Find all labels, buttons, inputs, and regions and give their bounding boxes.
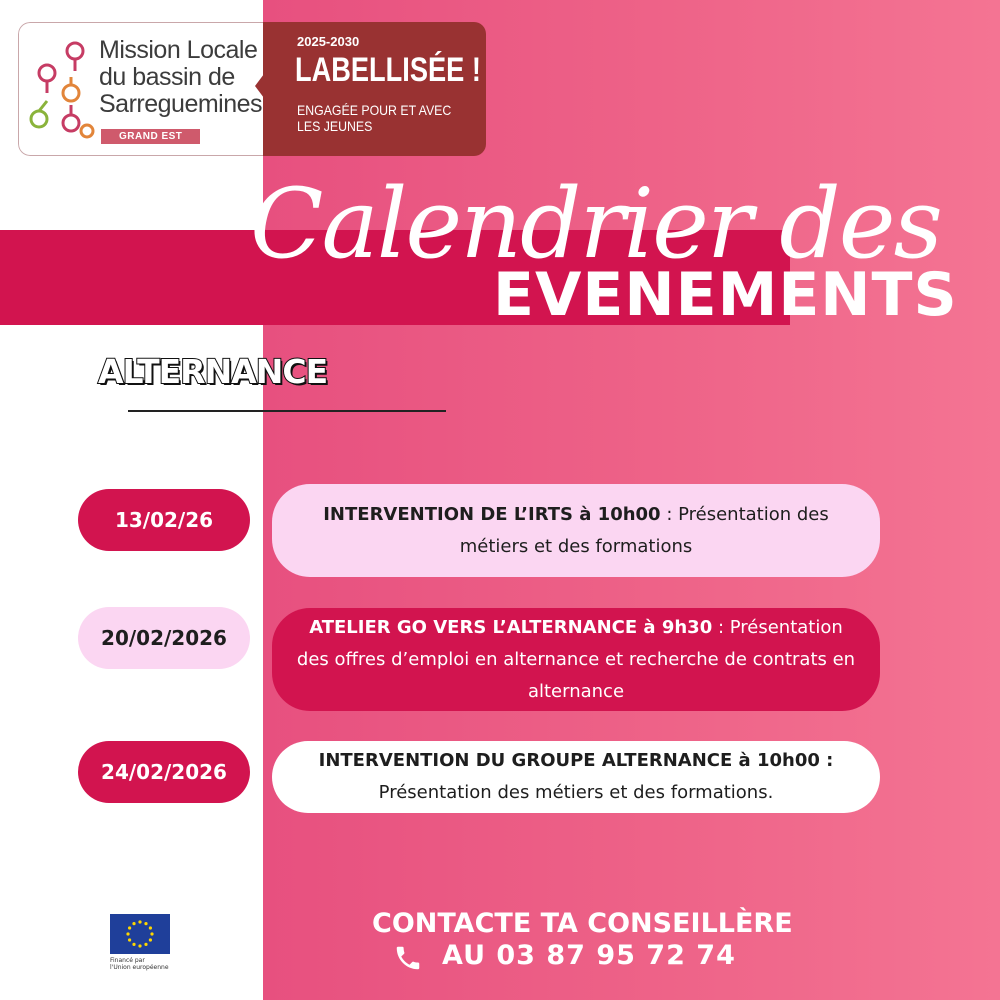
heading-script: Calendrier des [250,168,941,280]
org-line-1: Mission Locale [99,36,258,64]
label-years: 2025-2030 [297,34,360,49]
event-title-2: ATELIER GO VERS L’ALTERNANCE à 9h30 [309,616,713,638]
label-subtitle [297,102,451,134]
event-description-2 [272,608,880,711]
eu-caption-line-1: Financé par [110,957,145,964]
mission-locale-name [99,37,262,118]
label-title: LABELLISÉE ! [295,51,481,89]
event-description-1 [272,484,880,577]
event-text-1: : Présentation des métiers et des formations [459,503,829,557]
eu-caption-line-2: l'Union européenne [110,964,169,971]
heading-bold: EVENEMENTS [493,260,958,330]
mission-locale-logo-icon [27,39,95,145]
eu-caption [110,957,169,971]
event-description-3 [272,741,880,813]
event-date-2: 20/02/2026 [78,607,250,669]
event-date-3: 24/02/2026 [78,741,250,803]
event-title-3: INTERVENTION DU GROUPE ALTERNANCE à 10h00 : [318,750,834,771]
event-date-1: 13/02/26 [78,489,250,551]
eu-flag-icon [110,914,170,954]
org-line-3: Sarreguemines [99,90,263,118]
mission-locale-logo [18,22,263,156]
event-title-1: INTERVENTION DE L’IRTS à 10h00 [323,503,661,525]
section-title: ALTERNANCE [98,352,328,391]
label-subtitle-line-2: LES JEUNES [297,118,373,134]
region-badge: GRAND EST [101,129,200,144]
contact-line-2: AU 03 87 95 72 74 [442,940,736,971]
label-subtitle-line-1: ENGAGÉE POUR ET AVEC [297,102,452,118]
label-badge [263,22,486,156]
contact-line-1: CONTACTE TA CONSEILLÈRE [372,908,793,939]
phone-icon [393,943,423,973]
section-divider [128,410,446,412]
event-text-3: Présentation des métiers et des formations. [378,782,774,803]
event-text-2: : Présentation des offres d’emploi en alternance et recherche de contrats en alternance [296,616,856,702]
label-notch [255,74,264,98]
org-line-2: du bassin de [99,63,235,91]
logo-card [18,22,486,156]
